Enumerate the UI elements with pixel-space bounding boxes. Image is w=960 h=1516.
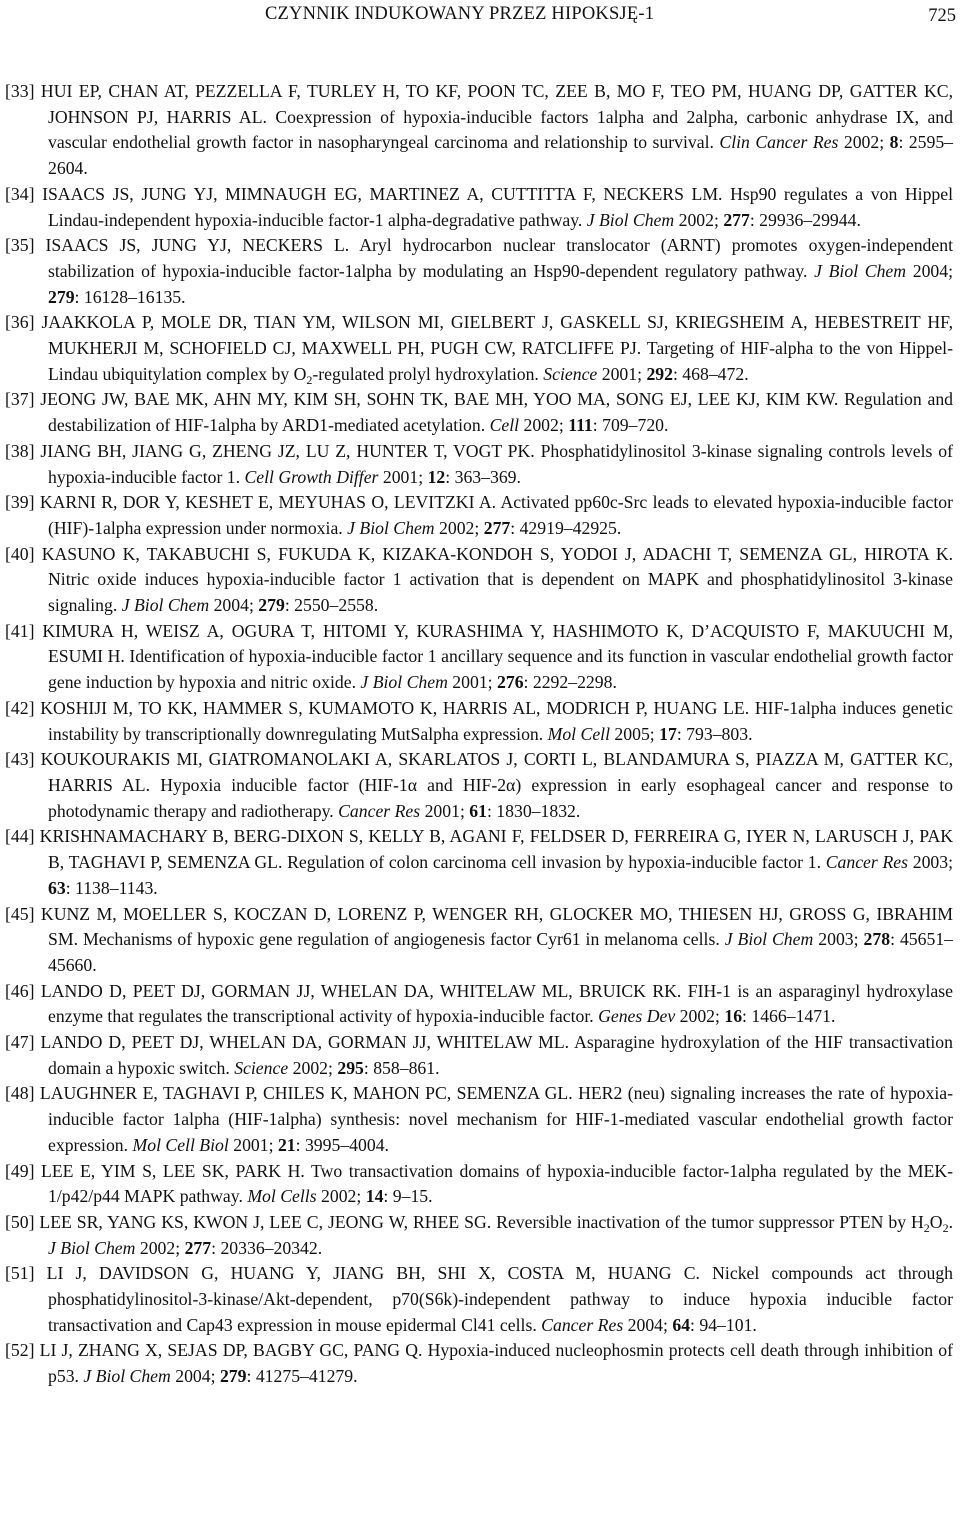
ref-pages: : 793–803. xyxy=(676,723,753,744)
ref-authors: HUI EP, CHAN AT, PEZZELLA F, TURLEY H, TO KF, POON TC, ZEE B, MO F, TEO PM, HUANG DP, GATTER KC, JOHNSON PJ, HARRIS AL. xyxy=(40,81,954,127)
ref-volume: 277 xyxy=(483,517,511,538)
ref-journal: J Biol Chem xyxy=(48,1237,136,1258)
ref-title: Nickel compounds act through phosphatidylinositol-3-kinase/Akt-dependent, p70(S6k)-independent pathway to induce hypoxia inducible factor transactivation and Cap43 expression in mouse epidermal Cl41 cells. xyxy=(48,1263,954,1335)
ref-number: [36] xyxy=(5,312,35,333)
ref-title-part: Targeting of HIF-alpha to the von Hippel-Lindau ubiquitylation complex by O xyxy=(48,338,953,384)
ref-number: [49] xyxy=(5,1160,35,1181)
ref-year: 2001; xyxy=(382,466,424,487)
ref-title: Coexpression of hypoxia-inducible factors 1alpha and 2alpha, carbonic anhydrase IX, and vascular endothelial growth factor in nasopharyngeal carcinoma and relationship to survival. xyxy=(48,106,953,153)
ref-authors: LI J, DAVIDSON G, HUANG Y, JIANG BH, SHI X, COSTA M, HUANG C. xyxy=(46,1263,700,1284)
page-number: 725 xyxy=(928,6,956,26)
reference-item xyxy=(5,490,953,541)
ref-number: [52] xyxy=(5,1340,35,1361)
ref-volume: 12 xyxy=(427,466,446,487)
ref-journal: Genes Dev xyxy=(598,1006,676,1027)
ref-year: 2002; xyxy=(843,132,885,153)
reference-list xyxy=(5,79,953,1390)
ref-pages: : 2292–2298. xyxy=(523,672,617,693)
ref-pages: : 29936–29944. xyxy=(749,209,861,230)
ref-title: Aryl hydrocarbon nuclear translocator (ARNT) promotes oxygen-independent stabilization of hypoxia-inducible factor-1alpha by modulating an Hsp90-dependent regulatory pathway. xyxy=(48,235,953,281)
ref-year: 2001; xyxy=(424,800,465,821)
ref-number: [46] xyxy=(5,980,35,1001)
ref-title: Hypoxia-induced nucleophosmin protects cell death through inhibition of p53. xyxy=(48,1340,953,1387)
ref-year: 2002; xyxy=(139,1237,181,1258)
ref-journal: J Biol Chem xyxy=(121,595,210,616)
ref-authors: LANDO D, PEET DJ, WHELAN DA, GORMAN JJ, WHITELAW ML. xyxy=(40,1032,570,1053)
ref-number: [48] xyxy=(5,1083,35,1104)
ref-pages: : 1830–1832. xyxy=(486,800,581,821)
ref-number: [37] xyxy=(5,389,35,410)
ref-volume: 295 xyxy=(337,1057,364,1078)
reference-item xyxy=(5,1159,953,1210)
ref-authors: ISAACS JS, JUNG YJ, MIMNAUGH EG, MARTINEZ A, CUTTITTA F, NECKERS LM. xyxy=(42,183,723,204)
ref-pages: : 42919–42925. xyxy=(510,517,622,538)
ref-volume: 279 xyxy=(258,595,285,616)
ref-volume: 14 xyxy=(365,1186,384,1207)
ref-journal: Cancer Res xyxy=(825,852,909,873)
subscript: 2 xyxy=(306,372,313,387)
ref-year: 2004; xyxy=(912,260,954,281)
reference-item xyxy=(5,1081,953,1158)
ref-year: 2001; xyxy=(601,363,643,384)
ref-authors: KIMURA H, WEISZ A, OGURA T, HITOMI Y, KURASHIMA Y, HASHIMOTO K, D’ACQUISTO F, MAKUUCHI M, ESUMI H. xyxy=(42,620,954,667)
ref-pages: : 3995–4004. xyxy=(295,1134,389,1155)
ref-volume: 63 xyxy=(48,877,66,898)
ref-journal: Mol Cell xyxy=(547,723,610,744)
ref-volume: 64 xyxy=(672,1314,691,1335)
reference-item xyxy=(5,619,953,696)
ref-title-part: . xyxy=(948,1211,953,1232)
ref-pages: : 709–720. xyxy=(592,415,669,436)
ref-pages: : 2550–2558. xyxy=(284,595,379,616)
ref-journal: J Biol Chem xyxy=(814,260,907,281)
ref-pages: : 1138–1143. xyxy=(65,877,158,898)
ref-journal: Mol Cells xyxy=(247,1186,317,1207)
reference-item xyxy=(5,747,953,824)
ref-number: [35] xyxy=(5,235,35,256)
ref-year: 2001; xyxy=(452,672,493,693)
ref-volume: 292 xyxy=(646,363,673,384)
ref-title: Activated pp60c-Src leads to elevated hypoxia-inducible factor (HIF)-1alpha expression under normoxia. xyxy=(48,492,954,538)
ref-authors: KRISHNAMACHARY B, BERG-DIXON S, KELLY B, AGANI F, FELDSER D, FERREIRA G, IYER N, LARUSCH J, PAK B, TAGHAVI P, SEMENZA GL. xyxy=(39,826,953,873)
reference-item xyxy=(5,1261,953,1338)
ref-year: 2004; xyxy=(213,595,254,616)
ref-pages: : 858–861. xyxy=(363,1057,440,1078)
ref-journal: Cell Growth Differ xyxy=(244,466,379,487)
ref-number: [38] xyxy=(5,440,35,461)
ref-title: Mechanisms of hypoxic gene regulation of angiogenesis factor Cyr61 in melanoma cells. xyxy=(82,929,720,950)
ref-authors: LI J, ZHANG X, SEJAS DP, BAGBY GC, PANG Q. xyxy=(39,1340,423,1361)
ref-volume: 17 xyxy=(659,723,677,744)
ref-volume: 276 xyxy=(497,672,524,693)
ref-volume: 277 xyxy=(184,1237,212,1258)
ref-journal: J Biol Chem xyxy=(360,672,448,693)
ref-title-part: Reversible inactivation of the tumor suppressor PTEN by H xyxy=(496,1211,924,1232)
reference-item xyxy=(5,1210,953,1261)
ref-volume: 111 xyxy=(568,415,593,436)
ref-pages: : 20336–20342. xyxy=(211,1237,323,1258)
ref-volume: 16 xyxy=(724,1006,743,1027)
reference-item xyxy=(5,979,953,1030)
ref-journal: J Biol Chem xyxy=(83,1366,171,1387)
ref-journal: Science xyxy=(543,363,598,384)
ref-authors: KUNZ M, MOELLER S, KOCZAN D, LORENZ P, WENGER RH, GLOCKER MO, THIESEN HJ, GROSS G, IBRAHIM SM. xyxy=(40,903,953,950)
ref-year: 2002; xyxy=(523,415,564,436)
reference-item xyxy=(5,182,953,233)
ref-authors: KASUNO K, TAKABUCHI S, FUKUDA K, KIZAKA-KONDOH S, YODOI J, ADACHI T, SEMENZA GL, HIROTA K. xyxy=(41,543,954,564)
ref-title: Regulation and destabilization of HIF-1alpha by ARD1-mediated acetylation. xyxy=(48,389,954,436)
ref-year: 2005; xyxy=(614,723,655,744)
ref-title: HER2 (neu) signaling increases the rate of hypoxia-inducible factor 1alpha (HIF-1alpha) synthesis: novel mechanism for HIF-1-mediated vascular endothelial growth factor expression. xyxy=(48,1083,954,1155)
reference-item xyxy=(5,1030,953,1081)
ref-number: [43] xyxy=(5,749,35,770)
reference-item xyxy=(5,310,953,387)
reference-item xyxy=(5,902,953,979)
ref-volume: 279 xyxy=(48,286,75,307)
ref-authors: LEE SR, YANG KS, KWON J, LEE C, JEONG W, RHEE SG. xyxy=(39,1211,492,1232)
ref-year: 2004; xyxy=(627,1314,668,1335)
reference-item xyxy=(5,233,953,310)
ref-year: 2002; xyxy=(321,1186,362,1207)
reference-item xyxy=(5,439,953,490)
ref-pages: : 468–472. xyxy=(672,363,749,384)
ref-number: [42] xyxy=(5,697,35,718)
ref-year: 2002; xyxy=(439,517,480,538)
ref-number: [34] xyxy=(5,183,35,204)
ref-title: Hypoxia inducible factor (HIF-1α and HIF-2α) expression in early esophageal cancer and response to photodynamic therapy and radiotherapy. xyxy=(48,774,953,821)
ref-journal: Cell xyxy=(489,415,520,436)
ref-title: HIF-1alpha induces genetic instability by transcriptionally downregulating MutSalpha expression. xyxy=(48,697,954,744)
ref-pages: : 2595–2604. xyxy=(48,132,954,179)
ref-title: Asparagine hydroxylation of the HIF transactivation domain a hypoxic switch. xyxy=(48,1032,953,1078)
ref-year: 2003; xyxy=(818,929,859,950)
ref-title: Two transactivation domains of hypoxia-inducible factor-1alpha regulated by the MEK-1/p42/p44 MAPK pathway. xyxy=(48,1160,953,1207)
ref-volume: 8 xyxy=(889,132,899,153)
ref-number: [50] xyxy=(5,1211,35,1232)
ref-pages: : 94–101. xyxy=(690,1314,757,1335)
ref-year: 2003; xyxy=(912,852,954,873)
ref-authors: LEE E, YIM S, LEE SK, PARK H. xyxy=(41,1160,305,1181)
ref-pages: : 45651–45660. xyxy=(48,929,954,975)
ref-title xyxy=(496,1211,953,1235)
ref-year: 2004; xyxy=(175,1366,216,1387)
ref-journal: Clin Cancer Res xyxy=(719,132,839,153)
ref-authors: JAAKKOLA P, MOLE DR, TIAN YM, WILSON MI, GIELBERT J, GASKELL SJ, KRIEGSHEIM A, HEBESTREIT HF, MUKHERJI M, SCHOFIELD CJ, MAXWELL PH, PUGH CW, RATCLIFFE PJ. xyxy=(41,312,953,359)
ref-number: [41] xyxy=(5,620,35,641)
running-title: CZYNNIK INDUKOWANY PRZEZ HIPOKSJĘ-1 xyxy=(265,4,655,24)
ref-number: [40] xyxy=(5,543,35,564)
ref-number: [47] xyxy=(5,1032,35,1053)
ref-journal: J Biol Chem xyxy=(724,929,814,950)
ref-pages: : 41275–41279. xyxy=(246,1366,358,1387)
ref-authors: LAUGHNER E, TAGHAVI P, CHILES K, MAHON PC, SEMENZA GL. xyxy=(39,1083,573,1104)
ref-journal: Cancer Res xyxy=(338,800,421,821)
ref-pages: : 9–15. xyxy=(383,1186,433,1207)
ref-volume: 279 xyxy=(219,1366,247,1387)
reference-item xyxy=(5,1338,953,1389)
subscript: 2 xyxy=(942,1220,949,1235)
reference-item xyxy=(5,542,953,619)
ref-volume: 277 xyxy=(723,209,750,230)
ref-journal: J Biol Chem xyxy=(347,517,435,538)
ref-volume: 61 xyxy=(469,800,487,821)
ref-title: Nitric oxide induces hypoxia-inducible factor 1 activation that is dependent on MAPK and phosphatidylinositol 3-kinase signaling. xyxy=(48,569,953,616)
ref-year: 2001; xyxy=(233,1134,274,1155)
ref-title: Identification of hypoxia-inducible factor 1 ancillary sequence and its function in vascular endothelial growth factor gene induction by hypoxia and nitric oxide. xyxy=(48,646,953,693)
reference-item xyxy=(5,79,953,182)
ref-volume: 21 xyxy=(277,1134,296,1155)
ref-journal: Cancer Res xyxy=(541,1314,624,1335)
ref-pages: : 1466–1471. xyxy=(742,1006,836,1027)
reference-item xyxy=(5,387,953,438)
ref-number: [39] xyxy=(5,492,35,513)
ref-title: Hsp90 regulates a von Hippel Lindau-independent hypoxia-inducible factor-1 alpha-degradative pathway. xyxy=(48,183,954,230)
ref-pages: : 16128–16135. xyxy=(74,286,186,307)
ref-authors: KOSHIJI M, TO KK, HAMMER S, KUMAMOTO K, HARRIS AL, MODRICH P, HUANG LE. xyxy=(40,697,750,718)
ref-number: [33] xyxy=(5,81,35,101)
ref-number: [51] xyxy=(5,1263,35,1284)
ref-authors: KOUKOURAKIS MI, GIATROMANOLAKI A, SKARLATOS J, CORTI L, BLANDAMURA S, PIAZZA M, GATTER KC, HARRIS AL. xyxy=(40,749,954,795)
ref-authors: ISAACS JS, JUNG YJ, NECKERS L. xyxy=(45,235,350,256)
reference-item xyxy=(5,696,953,747)
ref-year: 2002; xyxy=(679,1006,720,1027)
ref-journal: Mol Cell Biol xyxy=(132,1134,229,1155)
ref-authors: JIANG BH, JIANG G, ZHENG JZ, LU Z, HUNTER T, VOGT PK. xyxy=(40,440,535,461)
ref-authors: JEONG JW, BAE MK, AHN MY, KIM SH, SOHN TK, BAE MH, YOO MA, SONG EJ, LEE KJ, KIM KW. xyxy=(40,389,839,410)
ref-authors: KARNI R, DOR Y, KESHET E, MEYUHAS O, LEVITZKI A. xyxy=(39,492,497,513)
subscript: 2 xyxy=(923,1220,930,1235)
ref-number: [45] xyxy=(5,903,35,924)
ref-volume: 278 xyxy=(863,929,891,950)
ref-journal: J Biol Chem xyxy=(586,209,675,230)
ref-title: FIH-1 is an asparaginyl hydroxylase enzyme that regulates the transcriptional activity of hypoxia-inducible factor. xyxy=(48,980,954,1027)
ref-title: Regulation of colon carcinoma cell invasion by hypoxia-inducible factor 1. xyxy=(287,852,822,873)
ref-year: 2002; xyxy=(678,209,719,230)
ref-title: Phosphatidylinositol 3-kinase signaling controls levels of hypoxia-inducible factor 1. xyxy=(48,440,954,487)
reference-item xyxy=(5,824,953,901)
ref-pages: : 363–369. xyxy=(445,466,521,487)
ref-number: [44] xyxy=(5,826,35,847)
running-header xyxy=(0,0,960,30)
ref-authors: LANDO D, PEET DJ, GORMAN JJ, WHELAN DA, WHITELAW ML, BRUICK RK. xyxy=(40,980,682,1001)
ref-journal: Science xyxy=(234,1057,289,1078)
ref-year: 2002; xyxy=(292,1057,333,1078)
ref-title-part: O xyxy=(929,1211,943,1232)
ref-title-part: -regulated prolyl hydroxylation. xyxy=(312,363,539,384)
